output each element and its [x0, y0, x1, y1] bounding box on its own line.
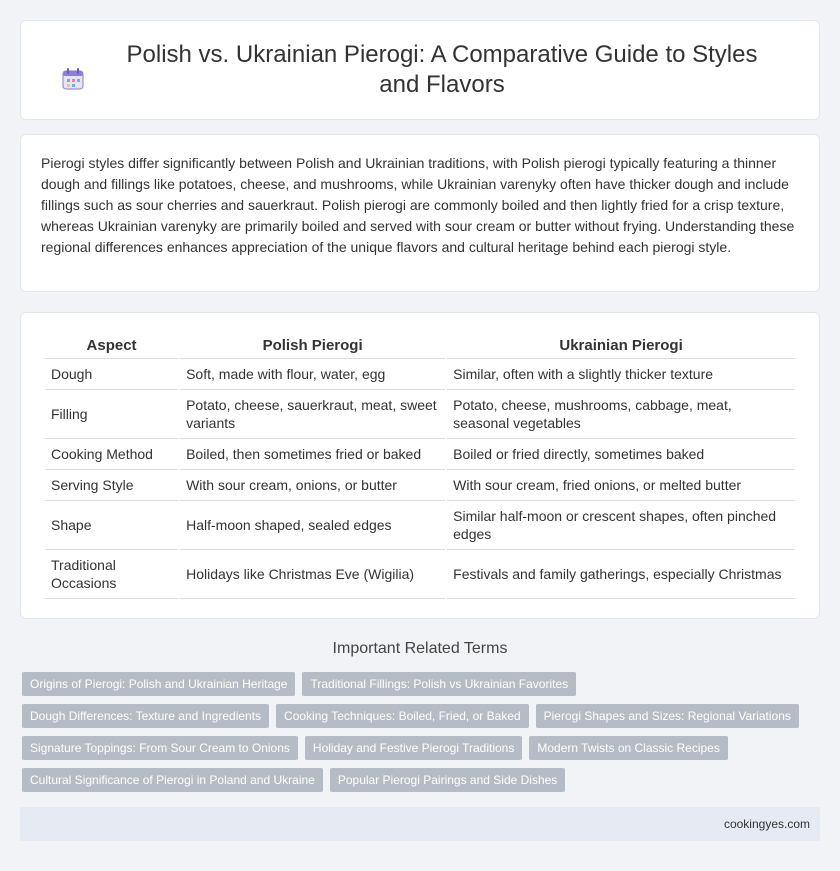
- table-cell-aspect: Traditional Occasions: [45, 550, 178, 599]
- table-cell-aspect: Serving Style: [45, 470, 178, 501]
- related-term-link[interactable]: Pierogi Shapes and Sizes: Regional Variations: [536, 704, 799, 728]
- table-cell-ukrainian: Similar, often with a slightly thicker texture: [447, 359, 795, 390]
- table-cell-aspect: Dough: [45, 359, 178, 390]
- table-cell-polish: With sour cream, onions, or butter: [180, 470, 445, 501]
- table-row: [45, 470, 795, 501]
- related-term-link[interactable]: Cultural Significance of Pierogi in Poland and Ukraine: [22, 768, 323, 792]
- related-term-link[interactable]: Origins of Pierogi: Polish and Ukrainian Heritage: [22, 672, 295, 696]
- related-term-link[interactable]: Dough Differences: Texture and Ingredients: [22, 704, 269, 728]
- intro-paragraph: Pierogi styles differ significantly between Polish and Ukrainian traditions, with Polish pierogi typically featuring a thinner dough and fillings like potatoes, cheese, and mushrooms, while Ukrainian varenyky often have thicker dough and include fillings such as sour cherries and sauerkraut. Polish pierogi are commonly boiled and then lightly fried for a crisp texture, whereas Ukrainian varenyky are primarily boiled and served with sour cream or butter without frying. Understanding these regional differences enhances appreciation of the unique flavors and cultural heritage behind each pierogi style.: [41, 155, 795, 255]
- table-row: [45, 439, 795, 470]
- calendar-icon: [60, 66, 86, 92]
- table-cell-aspect: Filling: [45, 390, 178, 439]
- table-cell-ukrainian: With sour cream, fried onions, or melted butter: [447, 470, 795, 501]
- header-card: [20, 20, 820, 120]
- related-term-link[interactable]: Holiday and Festive Pierogi Traditions: [305, 736, 522, 760]
- related-term-link[interactable]: Popular Pierogi Pairings and Side Dishes: [330, 768, 565, 792]
- footer-site-link[interactable]: cookingyes.com: [723, 817, 810, 831]
- table-row: [45, 359, 795, 390]
- table-cell-polish: Soft, made with flour, water, egg: [180, 359, 445, 390]
- related-term-link[interactable]: Modern Twists on Classic Recipes: [529, 736, 728, 760]
- column-header-aspect: Aspect: [45, 331, 178, 359]
- table-row: [45, 501, 795, 550]
- comparison-table: [43, 331, 797, 599]
- related-terms-heading: Important Related Terms: [332, 640, 508, 657]
- table-cell-aspect: Cooking Method: [45, 439, 178, 470]
- title-wrap: [60, 40, 780, 100]
- page-title: Polish vs. Ukrainian Pierogi: A Comparative Guide to Styles and Flavors: [126, 41, 758, 98]
- related-term-link[interactable]: Traditional Fillings: Polish vs Ukrainian Favorites: [302, 672, 576, 696]
- table-cell-polish: Potato, cheese, sauerkraut, meat, sweet variants: [180, 390, 445, 439]
- table-cell-ukrainian: Boiled or fried directly, sometimes baked: [447, 439, 795, 470]
- table-cell-aspect: Shape: [45, 501, 178, 550]
- column-header-ukrainian: Ukrainian Pierogi: [447, 331, 795, 359]
- table-cell-ukrainian: Festivals and family gatherings, especially Christmas: [447, 550, 795, 599]
- footer: [20, 807, 820, 841]
- table-cell-ukrainian: Similar half-moon or crescent shapes, often pinched edges: [447, 501, 795, 550]
- table-cell-polish: Boiled, then sometimes fried or baked: [180, 439, 445, 470]
- table-cell-polish: Holidays like Christmas Eve (Wigilia): [180, 550, 445, 599]
- table-cell-ukrainian: Potato, cheese, mushrooms, cabbage, meat, seasonal vegetables: [447, 390, 795, 439]
- related-term-link[interactable]: Signature Toppings: From Sour Cream to Onions: [22, 736, 298, 760]
- related-term-link[interactable]: Cooking Techniques: Boiled, Fried, or Baked: [276, 704, 529, 728]
- related-terms-list: [22, 672, 822, 792]
- table-row: [45, 550, 795, 599]
- comparison-table-card: [20, 312, 820, 619]
- table-header-row: [45, 331, 795, 359]
- table-row: [45, 390, 795, 439]
- column-header-polish: Polish Pierogi: [180, 331, 445, 359]
- table-cell-polish: Half-moon shaped, sealed edges: [180, 501, 445, 550]
- intro-card: [20, 134, 820, 292]
